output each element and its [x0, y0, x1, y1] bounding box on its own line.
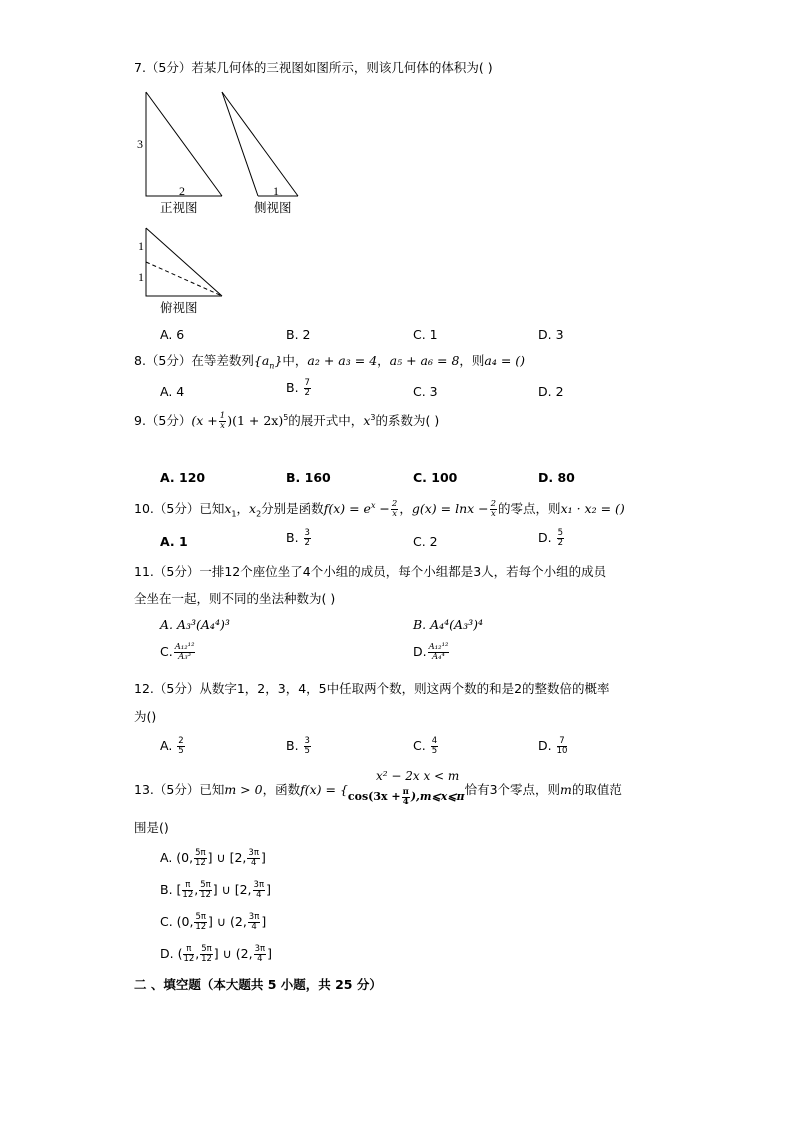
q9-x3-exp: 3: [370, 412, 376, 422]
q13-a-d2: 4: [250, 857, 257, 868]
q8-option-b-frac: [304, 379, 311, 398]
q10-b-num: 3: [304, 528, 310, 538]
q11-d-num: A₁₂¹²: [428, 642, 449, 652]
side-view-right-edge: [222, 92, 298, 196]
q12-d-frac: [557, 737, 568, 756]
q13-line2: 围是(): [134, 820, 169, 835]
q10-comma: ，: [236, 500, 250, 516]
q13-b-prefix: B. [: [160, 881, 182, 897]
q13-option-a: [160, 849, 266, 868]
q11-d-frac: [428, 643, 450, 662]
q12-d-num: 7: [557, 737, 568, 747]
front-height-label: 3: [137, 137, 143, 151]
q13-a-mid: ] ∪ [2,: [207, 849, 247, 865]
q13-option-d: [160, 945, 272, 964]
q12-b-frac: [304, 737, 311, 756]
q10-comma2: ，: [399, 500, 412, 516]
front-base-label: 2: [179, 184, 185, 198]
q10-stem: [134, 500, 625, 519]
q10-option-c: C. 2: [413, 534, 438, 549]
q13-d-n1: 5π: [201, 944, 212, 954]
q13-text2: 恰有3个零点，则: [464, 782, 561, 797]
q10-frac2-den: x: [490, 508, 496, 519]
q10-option-b: [286, 529, 312, 548]
q12-line2: 为(): [134, 709, 157, 724]
q8-mid: 中，: [282, 353, 308, 368]
q12-c-frac: [431, 737, 438, 756]
q13-c-end: ]: [261, 913, 267, 929]
q8-seq-sub: n: [269, 361, 275, 371]
q13-option-b: [160, 881, 271, 900]
q10-option-a: A. 1: [160, 534, 188, 549]
q9-text: 的展开式中，: [288, 412, 364, 428]
q13-case-bottom: [347, 786, 465, 807]
q12-line1: 12.（5分）从数字1，2，3，4，5中任取两个数，则这两个数的和是2的整数倍的概率: [134, 681, 610, 696]
q13-c-d1: 12: [195, 921, 207, 932]
q8-cond2: a₅ + a₆ = 8: [389, 353, 460, 368]
q7-option-b: B. 2: [286, 327, 311, 342]
q13-a-frac1: [194, 849, 207, 868]
q13-case-top: x² − 2x x < m: [376, 769, 460, 783]
q10-b-prefix: B.: [286, 529, 299, 545]
q13-c-n2: 3π: [248, 912, 260, 922]
q10-frac2: [490, 500, 497, 519]
q13-m-cond: m > 0: [224, 782, 263, 797]
q9-frac-den: x: [220, 420, 225, 431]
q13-b-mid: ] ∪ [2,: [212, 881, 252, 897]
q9-option-a: A. 120: [160, 470, 206, 485]
q9-frac: [219, 412, 226, 431]
q13-a-n1: 5π: [195, 848, 206, 858]
q13-case-bottom-b: ),m⩽x⩽π: [410, 790, 465, 803]
q13-text1: ，函数: [262, 782, 301, 797]
front-view-caption: 正视图: [160, 200, 198, 215]
q10-x1-sub: 1: [231, 509, 237, 519]
q8-sep: ，: [377, 353, 390, 368]
q11-option-a: [160, 619, 230, 632]
q8-number: 8.（5分）在等差数列: [134, 353, 254, 368]
q12-option-c: [413, 737, 439, 756]
q12-d-den: 10: [556, 745, 568, 756]
q12-a-den: 5: [178, 745, 184, 756]
q13-b-n2: 3π: [253, 880, 265, 890]
q10-x1: x: [224, 500, 232, 516]
q13-a-d1: 12: [194, 857, 206, 868]
q12-b-num: 3: [304, 736, 310, 746]
q7-option-d: D. 3: [538, 327, 564, 342]
front-view-hypotenuse: [146, 92, 222, 196]
q10-d-num: 5: [557, 528, 564, 538]
q13-c-d2: 4: [251, 921, 257, 932]
q11-line2: 全坐在一起，则不同的坐法种数为( ): [134, 591, 336, 606]
q11-option-b-text: B. A₄⁴(A₃³)⁴: [413, 617, 483, 632]
q12-c-num: 4: [431, 736, 438, 746]
q10-frac1-num: 2: [391, 499, 398, 509]
q13-text3: 的取值范: [571, 782, 622, 797]
q13-d-d2: 4: [257, 953, 263, 964]
q13-a-n2: 3π: [248, 848, 259, 858]
q13-d-mid: ] ∪ (2,: [213, 945, 253, 961]
q9-frac-num: 1: [219, 411, 226, 421]
q13-case-bottom-a: cos(3x +: [347, 790, 401, 803]
q8-option-c: C. 3: [413, 384, 438, 399]
q10-text1: 分别是函数: [261, 500, 324, 516]
q13-stem: [134, 784, 622, 806]
side-view-caption: 侧视图: [254, 200, 292, 215]
q13-case-frac-den: 4: [402, 796, 409, 807]
q8-option-b: [286, 379, 312, 398]
top-upper-label: 1: [138, 239, 144, 253]
q13-d-d0: 12: [183, 953, 195, 964]
q11-d-den: A₄⁴: [432, 651, 445, 662]
q11-c-frac: [174, 643, 196, 662]
q13-d-d1: 12: [201, 953, 212, 964]
q10-frac1: [391, 500, 398, 519]
q13-c-prefix: C. (0,: [160, 913, 194, 929]
q9-stem: [134, 412, 439, 431]
q12-option-a: [160, 737, 186, 756]
q11-option-d: [413, 643, 450, 662]
q10-d-den: 2: [557, 537, 564, 548]
q10-number: 10.（5分）已知: [134, 500, 225, 516]
q13-m: m: [560, 782, 572, 797]
q11-option-a-text: A. A₃³(A₄⁴)³: [160, 617, 230, 632]
q11-c-num: A₁₂¹²: [174, 642, 195, 652]
q8-b-den: 2: [304, 387, 310, 398]
q13-a-prefix: A. (0,: [160, 849, 194, 865]
q13-d-comma: ,: [195, 945, 200, 961]
q13-b-frac2: [253, 881, 266, 900]
q10-x2: x: [249, 500, 257, 516]
q13-option-c: [160, 913, 266, 932]
q7-stem: 7.（5分）若某几何体的三视图如图所示，则该几何体的体积为( ): [134, 60, 493, 75]
top-lower-label: 1: [138, 270, 144, 284]
three-view-diagram: [134, 88, 314, 303]
q8-seq-end: }: [274, 353, 283, 368]
q9-expr-a: (x +: [191, 412, 218, 428]
q8-then: ，则: [459, 353, 485, 368]
q12-a-prefix: A.: [160, 737, 173, 753]
q12-b-den: 5: [304, 745, 310, 756]
q13-d-prefix: D. (: [160, 945, 183, 961]
q12-option-b: [286, 737, 312, 756]
q10-d-frac: [557, 529, 564, 548]
q10-f: f(x) = e: [323, 500, 371, 516]
q13-b-frac0: [182, 881, 193, 900]
q13-d-n2: 3π: [254, 944, 266, 954]
q10-b-den: 2: [304, 537, 310, 548]
q13-case-frac: [402, 788, 410, 807]
q13-d-end: ]: [267, 945, 272, 961]
q11-c-den: A₃³: [178, 651, 192, 662]
q12-b-prefix: B.: [286, 737, 299, 753]
q10-option-d: [538, 529, 565, 548]
q13-d-n0: π: [183, 945, 194, 955]
side-view-left-edge: [222, 92, 258, 196]
q10-frac1-den: x: [392, 508, 398, 519]
q13-f: f(x) = {: [300, 782, 348, 797]
q13-d-frac0: [183, 945, 194, 964]
q9-option-c: C. 100: [413, 470, 458, 485]
top-view-dashed-line: [146, 262, 222, 296]
q10-text2: 的零点，则: [498, 500, 561, 516]
q13-d-frac1: [200, 945, 213, 964]
q11-option-b: [413, 619, 483, 632]
q13-b-d1: 12: [200, 889, 211, 900]
q13-b-n1: 5π: [200, 880, 211, 890]
q13-b-end: ]: [266, 881, 271, 897]
q13-c-n1: 5π: [195, 912, 207, 922]
section-2-heading: 二 、填空题（本大题共 5 小题，共 25 分）: [134, 977, 382, 992]
q13-c-frac2: [248, 913, 261, 932]
q13-b-n0: π: [182, 881, 193, 891]
q8-option-b-prefix: B.: [286, 379, 299, 395]
q13-c-mid: ] ∪ (2,: [208, 913, 247, 929]
q9-number: 9.（5分）: [134, 412, 192, 428]
q11-c-prefix: C.: [160, 643, 173, 659]
q9-x3: x: [363, 412, 371, 428]
q13-case-frac-num: π: [402, 786, 409, 797]
q8-option-a: A. 4: [160, 384, 185, 399]
q10-prod: x₁ · x₂ = (): [560, 500, 625, 516]
q10-x2-sub: 2: [256, 509, 262, 519]
q13-b-frac1: [199, 881, 212, 900]
q8-ask: a₄ = (): [484, 353, 526, 368]
q12-c-den: 5: [431, 745, 438, 756]
q13-d-frac2: [254, 945, 267, 964]
q13-a-frac2: [247, 849, 260, 868]
q12-a-frac: [177, 737, 184, 756]
q8-b-num: 7: [304, 378, 310, 388]
q9-tail: 的系数为( ): [375, 412, 440, 428]
q9-option-b: B. 160: [286, 470, 331, 485]
side-base-label: 1: [273, 184, 279, 198]
q12-a-num: 2: [178, 736, 184, 746]
q10-f-exp: x: [370, 500, 376, 510]
q13-c-frac1: [194, 913, 207, 932]
top-view-hypotenuse: [146, 228, 222, 296]
q7-option-c: C. 1: [413, 327, 438, 342]
q12-option-d: [538, 737, 568, 756]
q13-a-end: ]: [260, 849, 266, 865]
q7-option-a: A. 6: [160, 327, 185, 342]
q13-number: 13.（5分）已知: [134, 782, 225, 797]
q9-option-d: D. 80: [538, 470, 575, 485]
q8-option-d: D. 2: [538, 384, 564, 399]
q9-expr-b: )(1 + 2x): [227, 412, 284, 428]
q10-d-prefix: D.: [538, 529, 552, 545]
q10-frac2-num: 2: [490, 499, 497, 509]
q11-d-prefix: D.: [413, 643, 427, 659]
q10-b-frac: [304, 529, 311, 548]
q9-exp: 5: [283, 412, 289, 422]
q10-g: g(x) = lnx −: [411, 500, 489, 516]
q8-cond1: a₂ + a₃ = 4: [307, 353, 378, 368]
top-view-caption: 俯视图: [160, 300, 198, 315]
q12-d-prefix: D.: [538, 737, 552, 753]
q12-c-prefix: C.: [413, 737, 426, 753]
q11-line1: 11.（5分）一排12个座位坐了4个小组的成员，每个小组都是3人，若每个小组的成员: [134, 564, 607, 579]
q10-minus: −: [375, 500, 390, 516]
q13-b-d2: 4: [256, 889, 262, 900]
q8-stem: [134, 353, 526, 371]
q13-b-comma: ,: [194, 881, 199, 897]
q8-seq: {a: [253, 353, 270, 368]
q13-b-d0: 12: [182, 889, 194, 900]
q11-option-c: [160, 643, 196, 662]
